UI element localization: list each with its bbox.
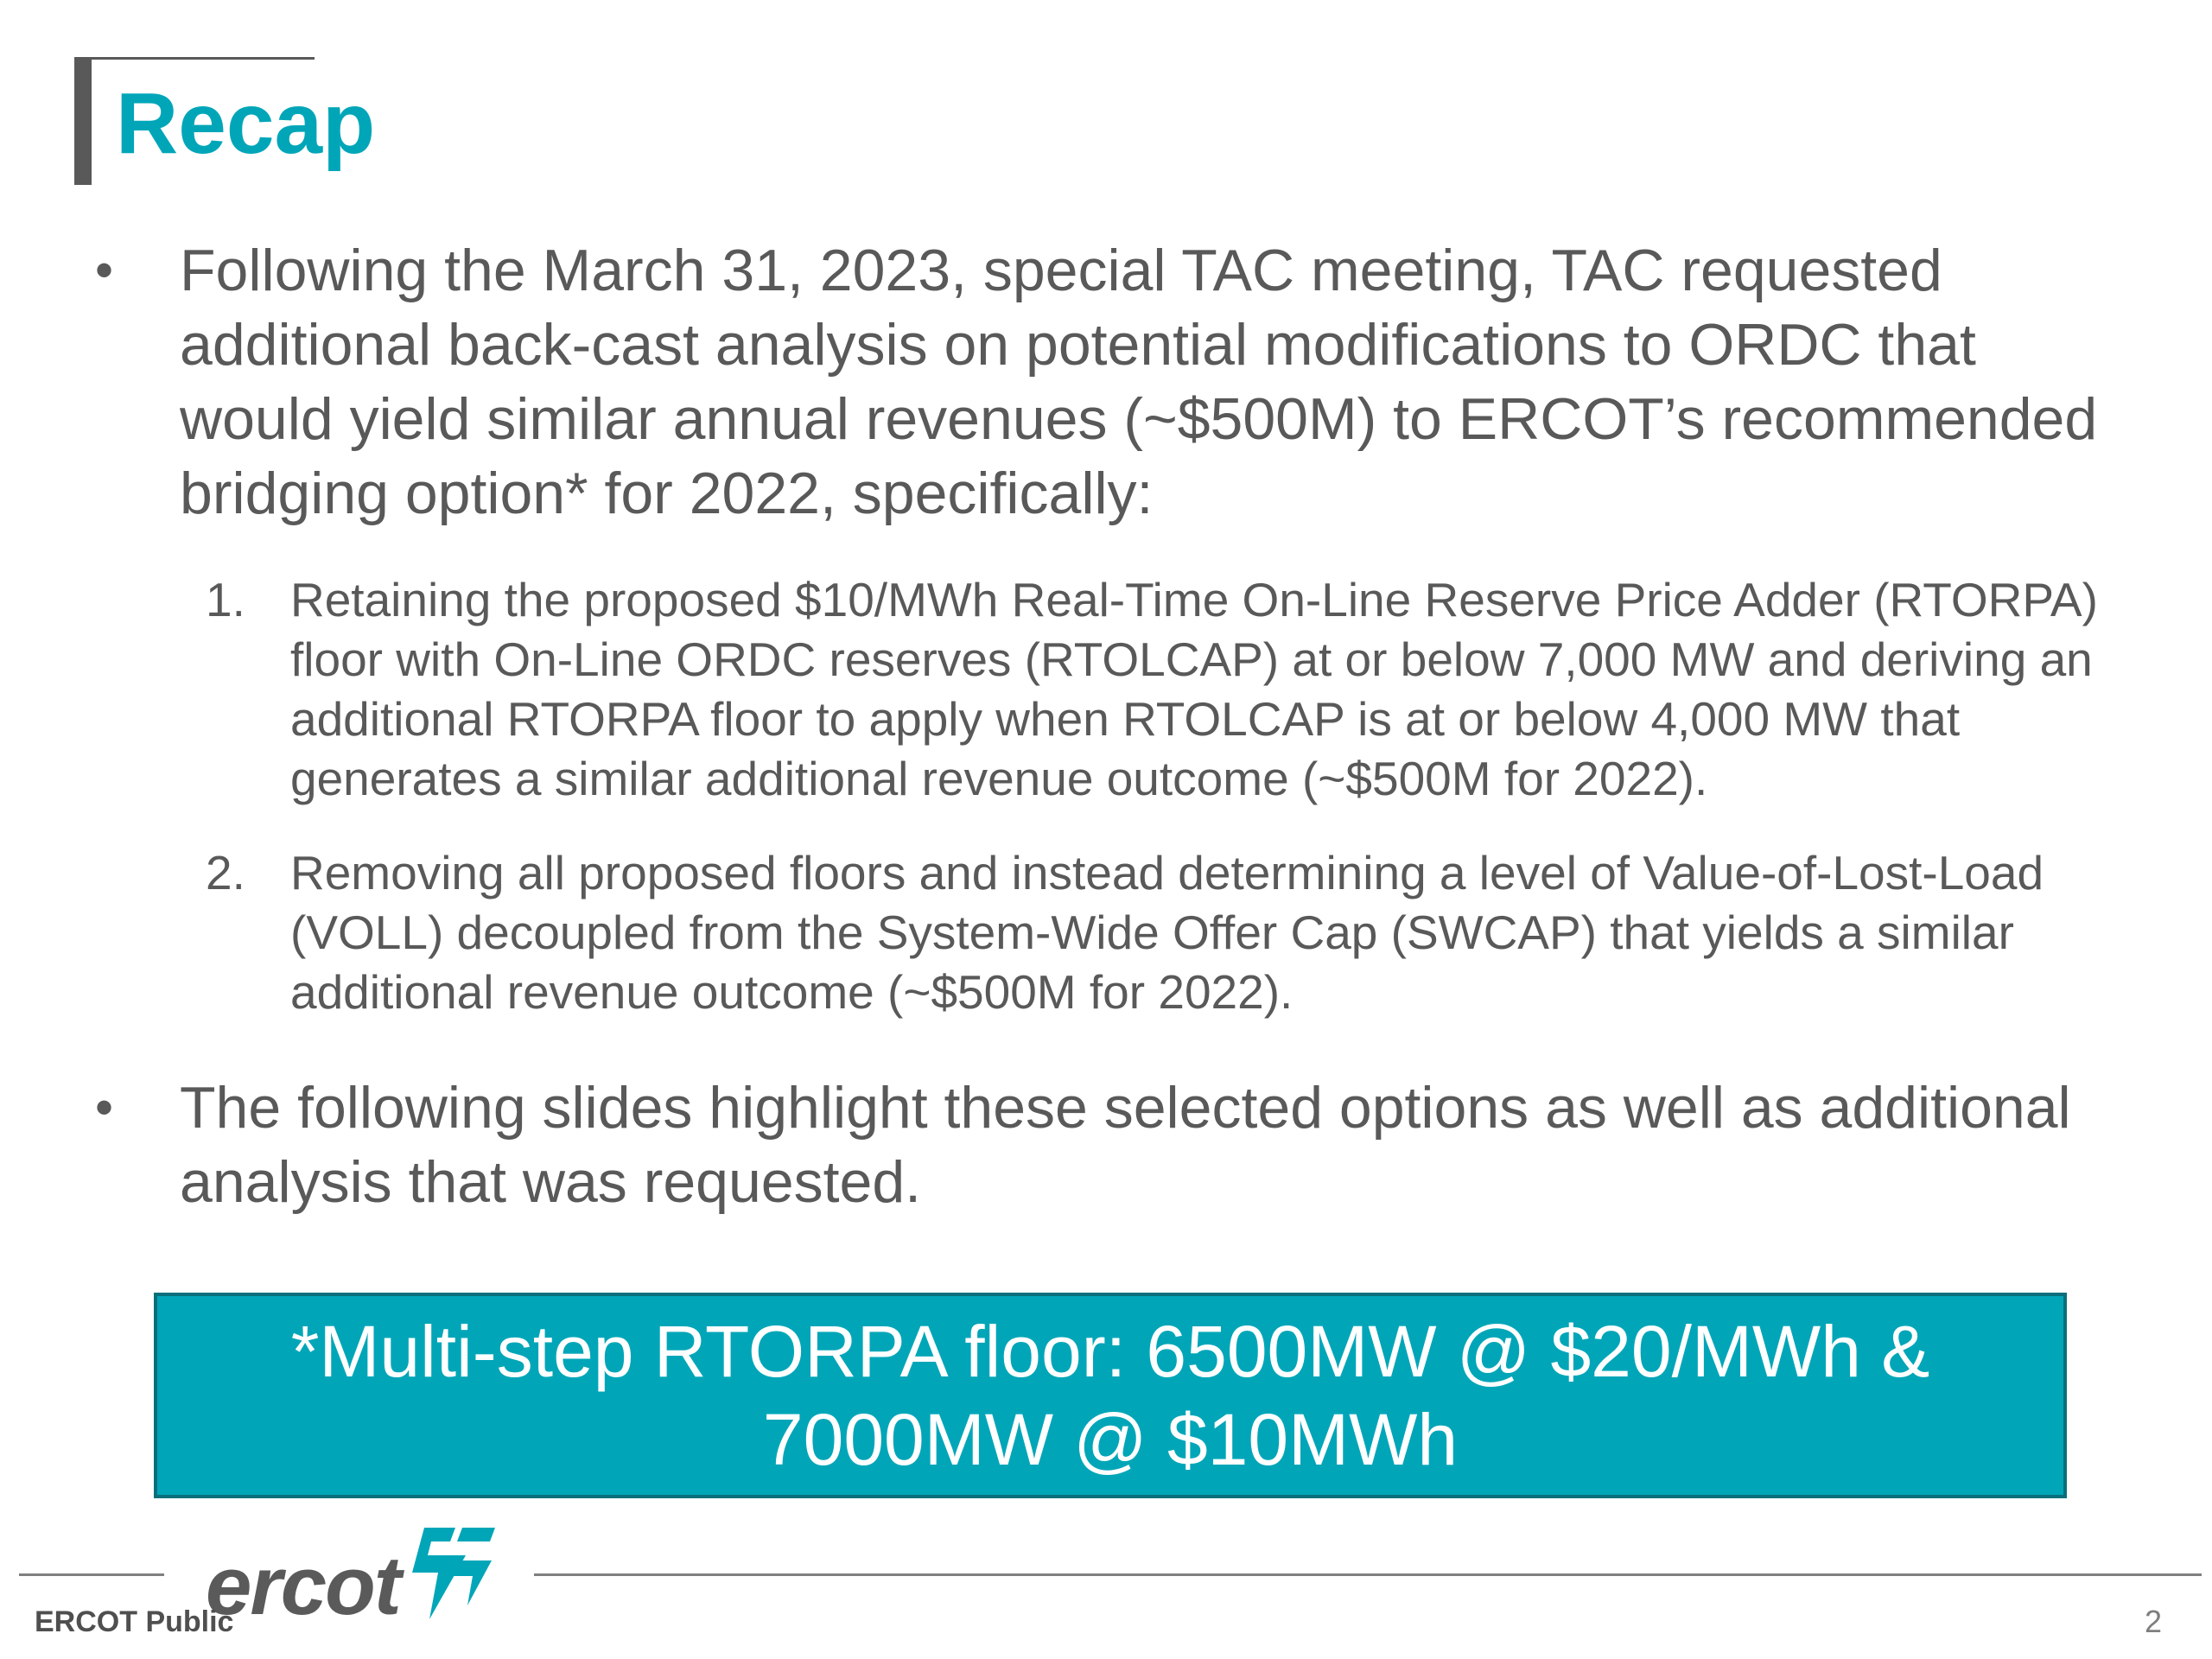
slide-title: Recap xyxy=(116,75,376,172)
bullet-marker: • xyxy=(95,241,114,299)
numbered-sublist xyxy=(206,570,2143,1022)
title-accent-vertical xyxy=(74,57,92,185)
callout-box xyxy=(154,1293,2067,1498)
ercot-logo xyxy=(206,1522,500,1630)
title-accent-horizontal xyxy=(74,57,315,60)
bullet-text: The following slides highlight these selected options as well as additional analysis that was requested. xyxy=(180,1075,2071,1215)
sublist-item xyxy=(206,570,2158,809)
logo-wordmark: ercot xyxy=(206,1540,400,1632)
sublist-number: 2. xyxy=(206,846,245,899)
slide-content xyxy=(86,233,2143,1219)
bullet-item xyxy=(86,1071,2143,1219)
sublist-text: Removing all proposed floors and instead determining a level of Value-of-Lost-Load (VOLL) decoupled from the System-Wide Offer Cap (SWCAP) that yields a similar additional revenue outcome (~$500M for 2022). xyxy=(290,846,2044,1019)
sublist-number: 1. xyxy=(206,573,245,626)
page-number: 2 xyxy=(2144,1604,2162,1639)
footer-divider-right xyxy=(534,1573,2202,1576)
bullet-item xyxy=(86,233,2143,531)
footer-divider-left xyxy=(19,1573,164,1576)
bullet-text: Following the March 31, 2023, special TAC meeting, TAC requested additional back-cast analysis on potential modifications to ORDC that would yield similar annual revenues (~$500M) to ERCOT’s recommended bridging option* for 2022, specifically: xyxy=(180,238,2098,526)
bullet-marker: • xyxy=(95,1078,114,1136)
sublist-text: Retaining the proposed $10/MWh Real-Time On-Line Reserve Price Adder (RTORPA) floor with On-Line ORDC reserves (RTOLCAP) at or below 7,000 MW and deriving an additional RTORPA floor to apply when RTOLCAP is at or below 4,000 MW that generates a similar additional revenue outcome (~$500M for 2022). xyxy=(290,573,2098,805)
sublist-item xyxy=(206,843,2158,1022)
callout-text: *Multi-step RTORPA floor: 6500MW @ $20/MWh & 7000MW @ $10MWh xyxy=(290,1311,1930,1480)
footer-label: ERCOT Public xyxy=(35,1605,234,1638)
lightning-bolt-icon xyxy=(405,1522,500,1624)
